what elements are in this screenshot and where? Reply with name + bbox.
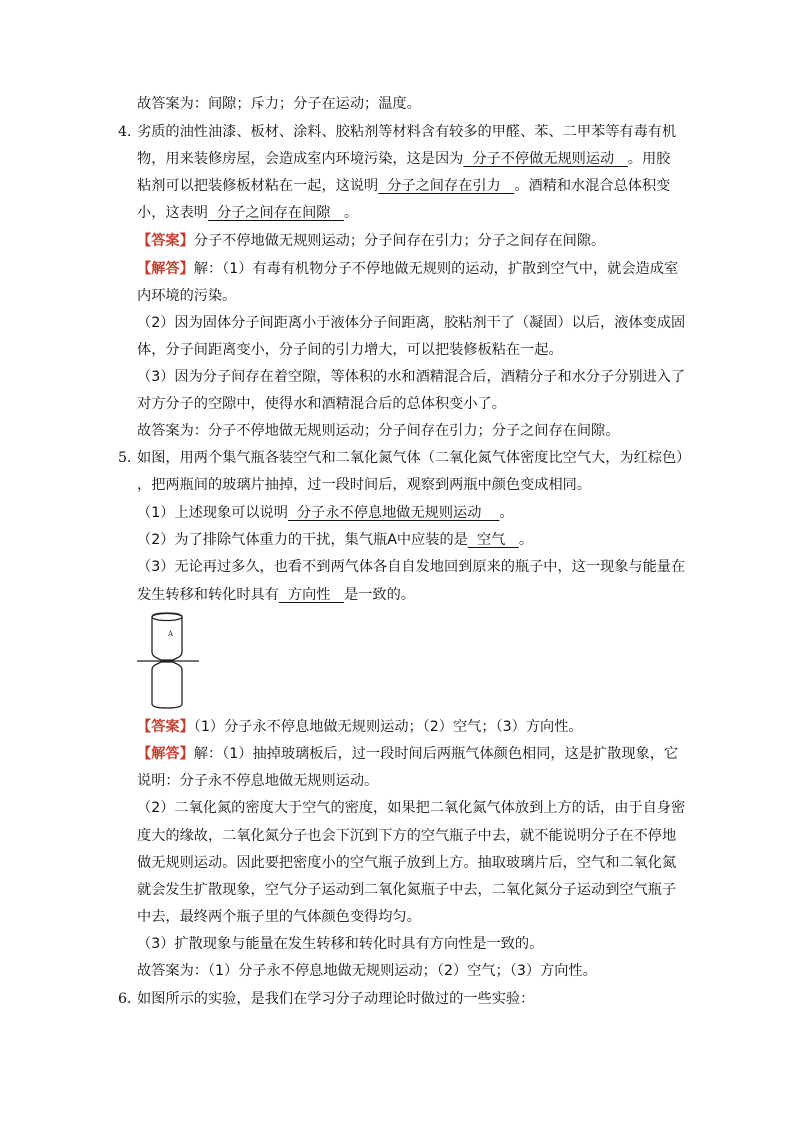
jieda-tag: 【解答】 <box>137 746 194 762</box>
q5-blank3: 方向性 <box>287 587 331 603</box>
q4-text-line4-c: 。 <box>344 205 359 221</box>
q4-explain-line6: 对方分子的空隙中，使得水和酒精混合后的总体积变小了。 <box>137 396 506 412</box>
q5-sub3-line1: （3）无论再过多久，也看不到两气体各自自发地回到原来的瓶子中，这一现象与能量在 <box>137 559 686 575</box>
q5-final-answer: 故答案为：（1）分子永不停息地做无规则运动；（2）空气；（3）方向性。 <box>137 963 597 979</box>
q5-explain-line4: 度大的缘故，二氧化氮分子也会下沉到下方的空气瓶子中去，就不能说明分子在不停地 <box>137 828 677 844</box>
q4-text-line2 <box>137 149 670 169</box>
q4-blank2: 分子之间存在引力 <box>387 178 501 194</box>
gas-bottles-figure <box>137 612 199 710</box>
q4-final-answer: 故答案为：分子不停地做无规则运动；分子间存在引力；分子之间存在间隙。 <box>137 423 620 439</box>
q6-number: 6． <box>118 991 142 1007</box>
q4-blank3: 分子之间存在间隙 <box>216 205 331 221</box>
bottle-b <box>152 662 182 708</box>
q4-text-line4-a: 小，这表明 <box>137 205 208 221</box>
q5-answer-text: （1）分子永不停息地做无规则运动；（2）空气；（3）方向性。 <box>193 719 583 735</box>
q4-explain-line1 <box>137 259 678 279</box>
q5-explain-line1 <box>137 744 678 764</box>
bottle-a-label: A <box>168 630 174 638</box>
q5-sub1-c: 。 <box>499 505 514 521</box>
q5-explain-line3: （2）二氧化氮的密度大于空气的密度，如果把二氧化氮气体放到上方的话，由于自身密 <box>137 800 686 816</box>
q5-text-line2: ，把两瓶间的玻璃片抽掉，过一段时间后，观察到两瓶中颜色变成相同。 <box>137 477 592 493</box>
q4-explain-line4: 体，分子间距离变小，分子间的引力增大，可以把装修板粘在一起。 <box>137 342 563 358</box>
q5-explain-line8: （3）扩散现象与能量在发生转移和转化时具有方向性是一致的。 <box>137 936 544 952</box>
q4-text-line3-a: 粘剂可以把装修板材粘在一起，这说明 <box>137 178 379 194</box>
q5-sub3-b: 发生转移和转化时具有 <box>137 587 279 603</box>
q5-text-line1: 如图，用两个集气瓶各装空气和二氧化氮气体（二氧化氮气体密度比空气大，为红棕色） <box>137 450 691 466</box>
q4-answer <box>137 231 605 251</box>
answer-tag: 【答案】 <box>137 719 194 735</box>
q5-sub2-a: （2）为了排除气体重力的干扰，集气瓶A中应装的是 <box>137 532 468 548</box>
jieda-tag: 【解答】 <box>137 261 194 277</box>
q4-explain-line2: 内环境的污染。 <box>137 288 237 304</box>
q6-text-line1: 如图所示的实验，是我们在学习分子动理论时做过的一些实验： <box>137 991 535 1007</box>
q5-answer <box>137 717 583 737</box>
q5-sub1-a: （1）上述现象可以说明 <box>137 505 288 521</box>
q5-sub3-d: 是一致的。 <box>344 587 415 603</box>
q5-number: 5． <box>118 450 142 466</box>
q4-text-line1: 劣质的油性油漆、板材、涂料、胶粘剂等材料含有较多的甲醛、苯、二甲苯等有毒有机 <box>137 124 677 140</box>
q5-explain-line2: 说明：分子永不停息地做无规则运动。 <box>137 773 379 789</box>
q5-explain-line5: 做无规则运动。因此要把密度小的空气瓶子放到上方。抽取玻璃片后，空气和二氧化氮 <box>137 855 677 871</box>
q5-explain-line6: 就会发生扩散现象，空气分子运动到二氧化氮瓶子中去，二氧化氮分子运动到空气瓶子 <box>137 882 677 898</box>
q4-explain-line3: （2）因为固体分子间距离小于液体分子间距离，胶粘剂干了（凝固）以后，液体变成固 <box>137 315 686 331</box>
q4-explain-1a: 解：（1）有毒有机物分子不停地做无规则的运动，扩散到空气中，就会造成室 <box>193 261 679 277</box>
q5-blank2: 空气 <box>476 532 506 548</box>
answer-tag: 【答案】 <box>137 233 194 249</box>
q5-sub2-c: 。 <box>518 532 534 548</box>
q5-explain-1a: 解：（1）抽掉玻璃板后，过一段时间后两瓶气体颜色相同，这是扩散现象，它 <box>193 746 679 762</box>
q4-blank1: 分子不停做无规则运动 <box>472 151 615 167</box>
q4-text-line3 <box>137 176 670 196</box>
q5-sub2 <box>137 530 533 550</box>
q5-sub3-line2 <box>137 585 415 605</box>
q4-text-line4 <box>137 203 358 223</box>
q4-explain-line5: （3）因为分子间存在着空隙，等体积的水和酒精混合后，酒精分子和水分子分别进入了 <box>137 369 686 385</box>
q4-text-line3-c: 。酒精和水混合总体积变 <box>514 178 671 194</box>
q4-text-line2-c: 。用胶 <box>627 151 671 167</box>
q5-blank1: 分子永不停息地做无规则运动 <box>296 505 482 521</box>
q4-answer-text: 分子不停地做无规则运动；分子间存在引力；分子之间存在间隙。 <box>193 233 606 249</box>
q4-number: 4． <box>118 124 142 140</box>
q3-final-answer: 故答案为：间隙；斥力；分子在运动；温度。 <box>137 96 421 112</box>
q5-sub1 <box>137 503 514 523</box>
q4-text-line2-a: 物，用来装修房屋，会造成室内环境污染，这是因为 <box>137 151 464 167</box>
q5-explain-line7: 中去，最终两个瓶子里的气体颜色变得均匀。 <box>137 909 421 925</box>
